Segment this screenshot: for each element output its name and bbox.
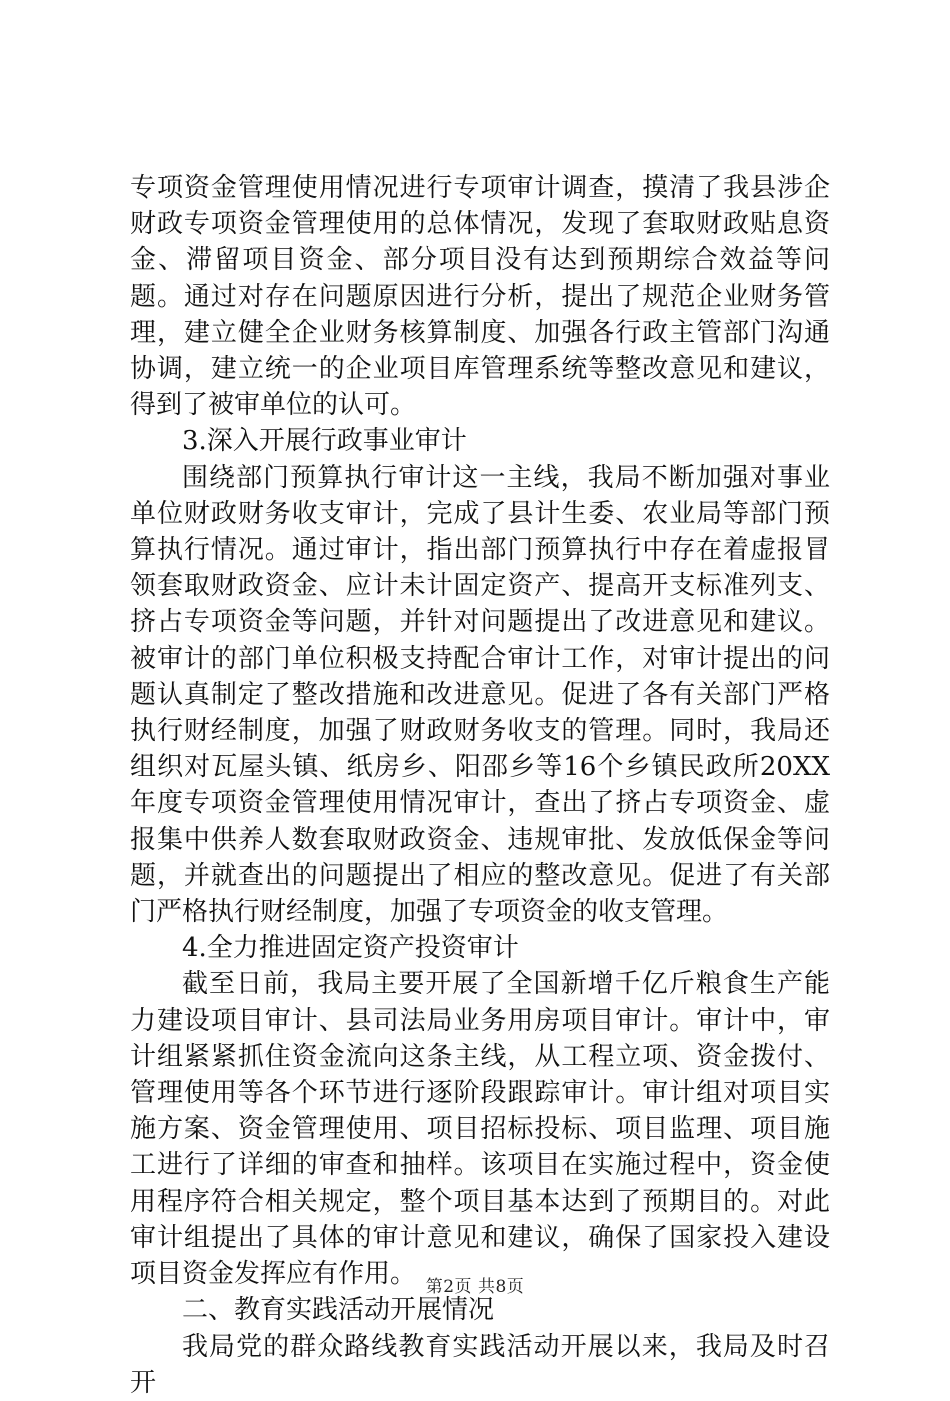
paragraph-investment-audit: 截至日前，我局主要开展了全国新增千亿斤粮食生产能力建设项目审计、县司法局业务用房项目审计。审计中，审计组紧紧抓住资金流向这条主线，从工程立项、资金拨付、管理使用等各个环节进行逐阶段跟踪审计。审计组对项目实施方案、资金管理使用、项目招标投标、项目监理、项目施工进行了详细的审查和抽样。该项目在实施过程中，资金使用程序符合相关规定，整个项目基本达到了预期目的。对此审计组提出了具体的审计意见和建议，确保了国家投入建设项目资金发挥应有作用。 <box>130 969 830 1290</box>
section-heading-4: 4.全力推进固定资产投资审计 <box>182 933 519 964</box>
page-footer: 第2页 共8页 <box>425 1277 525 1297</box>
paragraph-education-practice: 我局党的群众路线教育实践活动开展以来，我局及时召开 <box>130 1331 830 1398</box>
paragraph-continuation: 专项资金管理使用情况进行专项审计调查，摸清了我县涉企财政专项资金管理使用的总体情况，发现了套取财政贴息资金、滞留项目资金、部分项目没有达到预期综合效益等问题。通过对存在问题原因进行分析，提出了规范企业财务管理，建立健全企业财务核算制度、加强各行政主管部门沟通协调，建立统一的企业项目库管理系统等整改意见和建议，得到了被审单位的认可。 <box>130 173 830 421</box>
section-heading-two: 二、教育实践活动开展情况 <box>182 1295 495 1326</box>
document-body <box>130 170 830 1401</box>
section-heading-3: 3.深入开展行政事业审计 <box>182 426 467 457</box>
paragraph-administrative-audit: 围绕部门预算执行审计这一主线，我局不断加强对事业单位财政财务收支审计，完成了县计生委、农业局等部门预算执行情况。通过审计，指出部门预算执行中存在着虚报冒领套取财政资金、应计未计固定资产、提高开支标准列支、挤占专项资金等问题，并针对问题提出了改进意见和建议。被审计的部门单位积极支持配合审计工作，对审计提出的问题认真制定了整改措施和改进意见。促进了各有关部门严格执行财经制度，加强了财政财务收支的管理。同时，我局还组织对瓦屋头镇、纸房乡、阳邵乡等16个乡镇民政所20XX年度专项资金管理使用情况审计，查出了挤占专项资金、虚报集中供养人数套取财政资金、违规审批、发放低保金等问题，并就查出的问题提出了相应的整改意见。促进了有关部门严格执行财经制度，加强了专项资金的收支管理。 <box>130 462 830 928</box>
